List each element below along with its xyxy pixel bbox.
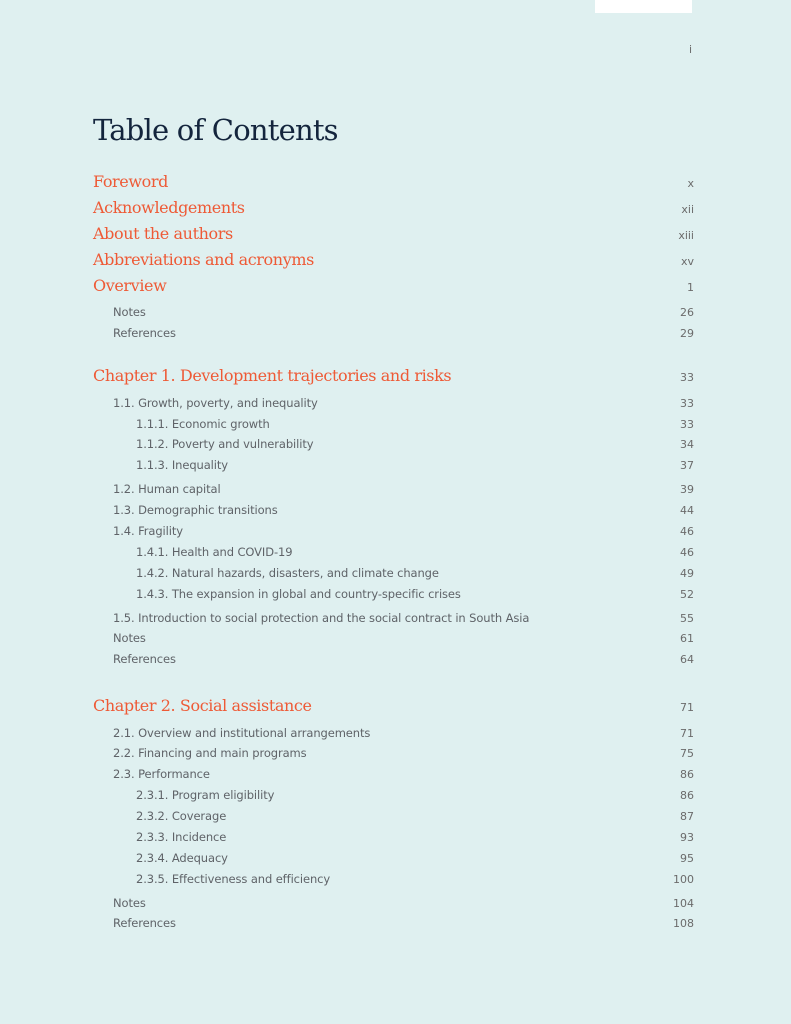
toc-entry-label: 1.1.3. Inequality: [136, 458, 228, 472]
toc-entry-label: Abbreviations and acronyms: [93, 250, 314, 269]
toc-entry-label: 1.4.2. Natural hazards, disasters, and climate change: [136, 566, 439, 580]
toc-entry-page: 33: [680, 371, 694, 384]
toc-entry-label: About the authors: [93, 224, 233, 243]
toc-entry-label: Chapter 1. Development trajectories and risks: [93, 366, 452, 385]
toc-entry-page: x: [687, 177, 694, 190]
toc-entry-label: 1.4.3. The expansion in global and country-specific crises: [136, 587, 461, 601]
toc-entry-1-2[interactable]: [0, 482, 694, 498]
toc-entry-page: xiii: [678, 229, 694, 242]
toc-entry-page: 34: [680, 438, 694, 451]
toc-entry-page: 39: [680, 483, 694, 496]
toc-entry-page: 61: [680, 632, 694, 645]
toc-entry-2-3-5[interactable]: [0, 872, 694, 888]
toc-entry-label: 1.1. Growth, poverty, and inequality: [113, 396, 318, 410]
toc-entry-label: 2.3.4. Adequacy: [136, 851, 228, 865]
toc-entry-chapter-2-notes[interactable]: [0, 896, 694, 912]
toc-entry-page: 95: [680, 852, 694, 865]
toc-entry-label: References: [113, 916, 176, 930]
toc-entry-2-3-3[interactable]: [0, 830, 694, 846]
toc-entry-overview-notes[interactable]: [0, 305, 694, 321]
toc-entry-1-1-1[interactable]: [0, 417, 694, 433]
toc-entry-label: 1.4. Fragility: [113, 524, 183, 538]
toc-entry-about-authors[interactable]: [0, 224, 694, 246]
toc-entry-label: 2.3.1. Program eligibility: [136, 788, 275, 802]
toc-entry-page: 46: [680, 525, 694, 538]
toc-entry-label: Notes: [113, 896, 146, 910]
toc-entry-2-3-1[interactable]: [0, 788, 694, 804]
toc-entry-page: 108: [673, 917, 694, 930]
toc-entry-page: 104: [673, 897, 694, 910]
toc-entry-page: xii: [681, 203, 694, 216]
toc-entry-label: 1.1.2. Poverty and vulnerability: [136, 437, 314, 451]
toc-entry-2-3-4[interactable]: [0, 851, 694, 867]
toc-entry-1-1-3[interactable]: [0, 458, 694, 474]
toc-entry-label: Acknowledgements: [93, 198, 245, 217]
toc-entry-page: 55: [680, 612, 694, 625]
toc-entry-2-3-2[interactable]: [0, 809, 694, 825]
toc-entry-page: 49: [680, 567, 694, 580]
toc-entry-page: 71: [680, 727, 694, 740]
toc-entry-label: References: [113, 326, 176, 340]
toc-entry-1-1-2[interactable]: [0, 437, 694, 453]
toc-entry-label: Notes: [113, 631, 146, 645]
toc-entry-label: Foreword: [93, 172, 168, 191]
toc-entry-label: References: [113, 652, 176, 666]
toc-entry-1-4-3[interactable]: [0, 587, 694, 603]
toc-entry-1-4-2[interactable]: [0, 566, 694, 582]
toc-entry-label: 2.3.5. Effectiveness and efficiency: [136, 872, 331, 886]
toc-entry-page: 1: [687, 281, 694, 294]
toc-entry-page: 44: [680, 504, 694, 517]
toc-entry-2-1[interactable]: [0, 726, 694, 742]
toc-entry-acknowledgements[interactable]: [0, 198, 694, 220]
toc-entry-chapter-2-references[interactable]: [0, 916, 694, 932]
toc-entry-label: 2.3.3. Incidence: [136, 830, 227, 844]
toc-entry-1-4-1[interactable]: [0, 545, 694, 561]
toc-entry-abbreviations[interactable]: [0, 250, 694, 272]
toc-entry-page: 33: [680, 418, 694, 431]
toc-entry-page: 86: [680, 789, 694, 802]
toc-entry-label: 1.3. Demographic transitions: [113, 503, 278, 517]
toc-entry-page: 46: [680, 546, 694, 559]
toc-entry-2-2[interactable]: [0, 746, 694, 762]
page-tab-marker: [595, 0, 692, 13]
toc-entry-label: 1.2. Human capital: [113, 482, 221, 496]
toc-entry-page: 26: [680, 306, 694, 319]
toc-entry-page: 52: [680, 588, 694, 601]
toc-entry-label: 2.3. Performance: [113, 767, 210, 781]
toc-entry-1-1[interactable]: [0, 396, 694, 412]
toc-entry-label: Chapter 2. Social assistance: [93, 696, 312, 715]
toc-entry-label: 1.5. Introduction to social protection and the social contract in South Asia: [113, 611, 530, 625]
toc-entry-page: xv: [680, 255, 694, 268]
toc-entry-page: 86: [680, 768, 694, 781]
toc-entry-label: 2.3.2. Coverage: [136, 809, 227, 823]
toc-entry-page: 33: [680, 397, 694, 410]
toc-entry-label: 2.2. Financing and main programs: [113, 746, 307, 760]
toc-entry-page: 93: [680, 831, 694, 844]
toc-entry-page: 100: [673, 873, 694, 886]
toc-entry-2-3[interactable]: [0, 767, 694, 783]
toc-entry-label: Overview: [93, 276, 167, 295]
toc-entry-label: 2.1. Overview and institutional arrangements: [113, 726, 371, 740]
page-title: Table of Contents: [93, 113, 338, 147]
toc-entry-page: 71: [680, 701, 694, 714]
toc-entry-foreword[interactable]: [0, 172, 694, 194]
toc-entry-label: Notes: [113, 305, 146, 319]
toc-entry-label: 1.4.1. Health and COVID-19: [136, 545, 293, 559]
toc-entry-page: 29: [680, 327, 694, 340]
toc-entry-chapter-1-notes[interactable]: [0, 631, 694, 647]
toc-entry-chapter-2[interactable]: [0, 696, 694, 718]
toc-entry-page: 75: [680, 747, 694, 760]
page-number: i: [688, 43, 692, 56]
toc-entry-1-3[interactable]: [0, 503, 694, 519]
toc-entry-label: 1.1.1. Economic growth: [136, 417, 270, 431]
toc-entry-overview[interactable]: [0, 276, 694, 298]
toc-entry-chapter-1[interactable]: [0, 366, 694, 388]
toc-entry-page: 64: [680, 653, 694, 666]
toc-entry-chapter-1-references[interactable]: [0, 652, 694, 668]
toc-entry-overview-references[interactable]: [0, 326, 694, 342]
toc-entry-1-5[interactable]: [0, 611, 694, 627]
toc-entry-page: 37: [680, 459, 694, 472]
toc-entry-page: 87: [680, 810, 694, 823]
toc-entry-1-4[interactable]: [0, 524, 694, 540]
